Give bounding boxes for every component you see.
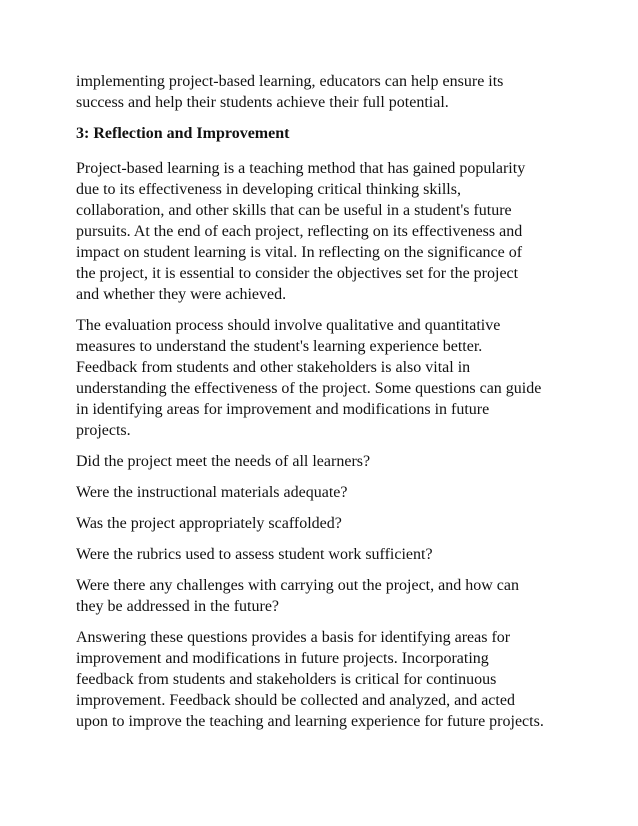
question-materials: [76, 482, 576, 503]
text-line: feedback from students and stakeholders is critical for continuous: [76, 671, 497, 688]
text-line: measures to understand the student's learning experience better.: [76, 338, 483, 355]
text-line: success and help their students achieve their full potential.: [76, 94, 449, 111]
text-line: upon to improve the teaching and learning experience for future projects.: [76, 713, 544, 730]
text-line: implementing project-based learning, educators can help ensure its: [76, 73, 504, 90]
text-line: in identifying areas for improvement and modifications in future: [76, 401, 490, 418]
text-line: improvement. Feedback should be collected and analyzed, and acted: [76, 692, 515, 709]
text-line: Feedback from students and other stakeholders is also vital in: [76, 359, 471, 376]
text-line: The evaluation process should involve qualitative and quantitative: [76, 317, 501, 334]
question-challenges: [76, 575, 576, 617]
text-line: impact on student learning is vital. In reflecting on the significance of: [76, 244, 523, 261]
text-line: due to its effectiveness in developing critical thinking skills,: [76, 181, 461, 198]
section-heading: 3: Reflection and Improvement: [76, 125, 290, 142]
paragraph-conclusion: [76, 627, 576, 732]
document-page: [76, 71, 576, 742]
text-line: Did the project meet the needs of all learners?: [76, 453, 371, 470]
paragraph-evaluation: [76, 315, 576, 441]
text-line: and whether they were achieved.: [76, 286, 287, 303]
text-line: Was the project appropriately scaffolded?: [76, 515, 342, 532]
text-line: Were there any challenges with carrying out the project, and how can: [76, 577, 519, 594]
text-line: collaboration, and other skills that can be useful in a student's future: [76, 202, 512, 219]
paragraph-overview: [76, 158, 576, 305]
question-learners: [76, 451, 576, 472]
text-line: understanding the effectiveness of the project. Some questions can guide: [76, 380, 542, 397]
text-line: Were the rubrics used to assess student work sufficient?: [76, 546, 433, 563]
text-line: Project-based learning is a teaching method that has gained popularity: [76, 160, 526, 177]
intro-paragraph: [76, 71, 576, 113]
text-line: the project, it is essential to consider the objectives set for the project: [76, 265, 519, 282]
text-line: improvement and modifications in future projects. Incorporating: [76, 650, 489, 667]
text-line: pursuits. At the end of each project, reflecting on its effectiveness and: [76, 223, 523, 240]
text-line: Were the instructional materials adequate?: [76, 484, 348, 501]
text-line: they be addressed in the future?: [76, 598, 280, 615]
question-scaffolding: [76, 513, 576, 534]
question-rubrics: [76, 544, 576, 565]
text-line: Answering these questions provides a basis for identifying areas for: [76, 629, 511, 646]
text-line: projects.: [76, 422, 131, 439]
